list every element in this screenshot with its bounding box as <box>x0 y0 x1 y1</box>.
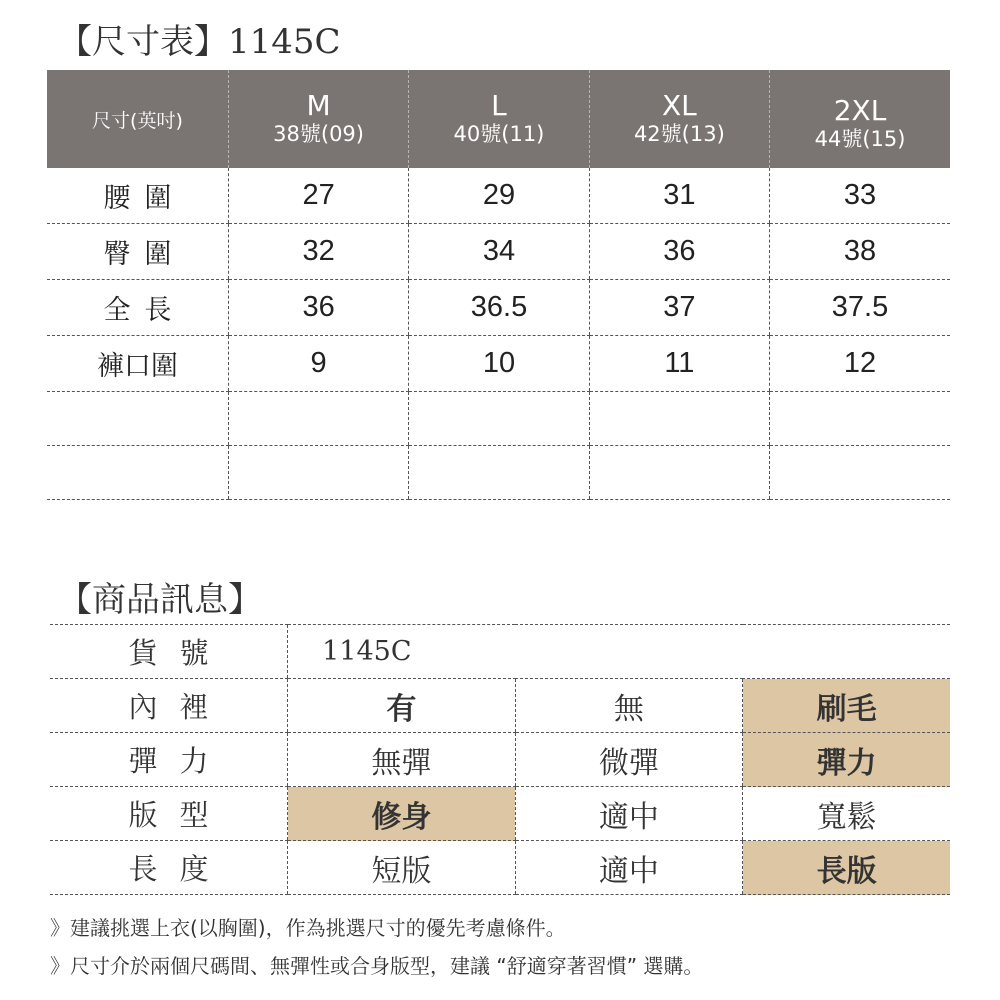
row-label: 臀圍 <box>47 224 228 280</box>
info-label: 彈力 <box>50 733 288 787</box>
empty-row <box>47 446 950 500</box>
table-cell: 29 <box>409 168 589 224</box>
empty-cell <box>589 446 769 500</box>
table-cell: 27 <box>228 168 408 224</box>
info-row-stretch <box>50 733 950 787</box>
info-option: 短版 <box>288 841 516 895</box>
empty-cell <box>409 392 589 446</box>
table-cell: 36 <box>589 224 769 280</box>
info-row-lining <box>50 679 950 733</box>
info-row-code <box>50 625 950 679</box>
info-label: 版型 <box>50 787 288 841</box>
size-number: 40號(11) <box>453 122 545 146</box>
table-cell: 34 <box>409 224 589 280</box>
size-name: 2XL <box>833 94 887 127</box>
table-cell: 31 <box>589 168 769 224</box>
row-label: 褲口圍 <box>47 336 228 392</box>
empty-cell <box>47 392 228 446</box>
size-header-xl <box>589 70 769 168</box>
size-header-label: 尺寸(英吋) <box>47 70 228 168</box>
empty-cell <box>589 392 769 446</box>
row-label: 腰圍 <box>47 168 228 224</box>
empty-cell <box>228 446 408 500</box>
info-option: 微彈 <box>515 733 743 787</box>
table-row <box>47 336 950 392</box>
empty-cell <box>409 446 589 500</box>
row-label: 全長 <box>47 280 228 336</box>
empty-cell <box>228 392 408 446</box>
product-info-title: 【商品訊息】 <box>58 580 262 620</box>
size-number: 38號(09) <box>273 122 364 146</box>
table-cell: 38 <box>770 224 950 280</box>
table-cell: 12 <box>770 336 950 392</box>
size-name: XL <box>661 89 697 122</box>
table-cell: 32 <box>228 224 408 280</box>
info-label: 長度 <box>50 841 288 895</box>
info-option-highlight: 刷毛 <box>743 679 950 733</box>
table-cell: 37.5 <box>770 280 950 336</box>
info-option: 無彈 <box>288 733 516 787</box>
size-chart-title: 【尺寸表】1145C <box>58 22 341 62</box>
table-cell: 37 <box>589 280 769 336</box>
info-option-highlight: 修身 <box>288 787 516 841</box>
table-cell: 10 <box>409 336 589 392</box>
info-option-highlight: 彈力 <box>743 733 950 787</box>
empty-cell <box>770 392 950 446</box>
size-number: 42號(13) <box>633 122 725 146</box>
table-row <box>47 224 950 280</box>
info-row-fit <box>50 787 950 841</box>
size-header-l <box>409 70 589 168</box>
table-cell: 36.5 <box>409 280 589 336</box>
table-cell: 9 <box>228 336 408 392</box>
info-option: 無 <box>515 679 743 733</box>
info-option-highlight: 長版 <box>743 841 950 895</box>
info-option: 適中 <box>515 841 743 895</box>
info-option: 寬鬆 <box>743 787 950 841</box>
size-header-m <box>228 70 408 168</box>
size-number: 44號(15) <box>814 127 906 151</box>
info-label: 內裡 <box>50 679 288 733</box>
empty-row <box>47 392 950 446</box>
note-text: 》建議挑選上衣(以胸圍)，作為挑選尺寸的優先考慮條件。 <box>50 916 566 940</box>
product-info-table <box>50 624 950 895</box>
product-code-value: 1145C <box>288 625 950 679</box>
size-header-2xl <box>770 70 950 168</box>
size-header-row <box>47 70 950 168</box>
table-row <box>47 168 950 224</box>
info-option-selected: 有 <box>288 679 516 733</box>
empty-cell <box>47 446 228 500</box>
empty-cell <box>770 446 950 500</box>
info-row-length <box>50 841 950 895</box>
note-text: 》尺寸介於兩個尺碼間、無彈性或合身版型，建議 “舒適穿著習慣” 選購。 <box>50 954 704 978</box>
size-name: M <box>306 89 331 122</box>
info-option: 適中 <box>515 787 743 841</box>
size-name: L <box>491 89 507 122</box>
info-label: 貨號 <box>50 625 288 679</box>
table-cell: 11 <box>589 336 769 392</box>
size-chart-table <box>47 70 950 500</box>
table-row <box>47 280 950 336</box>
table-cell: 33 <box>770 168 950 224</box>
table-cell: 36 <box>228 280 408 336</box>
